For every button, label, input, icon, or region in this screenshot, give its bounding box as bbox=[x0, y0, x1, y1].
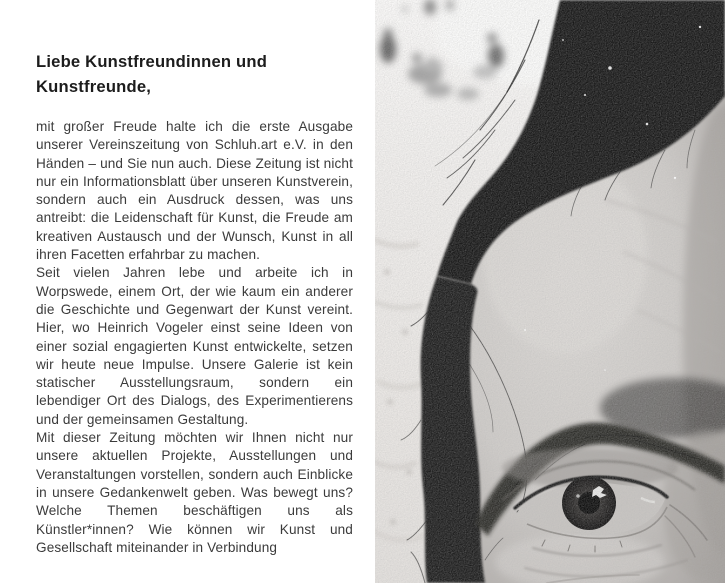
portrait-photo-graphic bbox=[375, 0, 725, 583]
article-paragraph-1: mit großer Freude halte ich die erste Ausgabe unserer Vereinszeitung von Schluh.art e.V. in den Händen – und Sie nun auch. Diese Zeitung ist nicht nur ein Informationsblatt über unseren Kunstverein, sondern auch ein Ausdruck dessen, was uns antreibt: die Leidenschaft für Kunst, die Freude am kreativen Austausch und der Wunsch, Kunst in all ihren Facetten erfahrbar zu machen. bbox=[36, 119, 353, 263]
film-grain-overlay bbox=[375, 0, 725, 583]
article-heading: Liebe Kunstfreundinnen und Kunstfreunde, bbox=[36, 52, 268, 96]
article-paragraph-2: Seit vielen Jahren lebe und arbeite ich in Worpswede, einem Ort, der wie kaum ein anderer die Geschichte und Gegenwart der Kunst vereint. Hier, wo Heinrich Vogeler einst seine Ideen von einer sozial engagierten Kunst entwickelte, setzen wir heute neue Impulse. Unsere Galerie ist kein statischer Ausstellungsraum, sondern ein lebendiger Ort des Dialogs, des Experimentierens und der gemeinsamen Gestaltung. bbox=[36, 265, 353, 427]
article-paragraph-3: Mit dieser Zeitung möchten wir Ihnen nicht nur unsere aktuellen Projekte, Ausstellungen und Veranstaltungen vorstellen, sondern auch Einblicke in unsere Gedankenwelt geben. Was bewegt uns? Welche Themen beschäftigen uns als Künstler*innen? Wie können wir Kunst und Gesellschaft miteinander in Verbindung bbox=[36, 430, 353, 555]
portrait-photo bbox=[375, 0, 725, 583]
editorial-column bbox=[36, 50, 353, 557]
